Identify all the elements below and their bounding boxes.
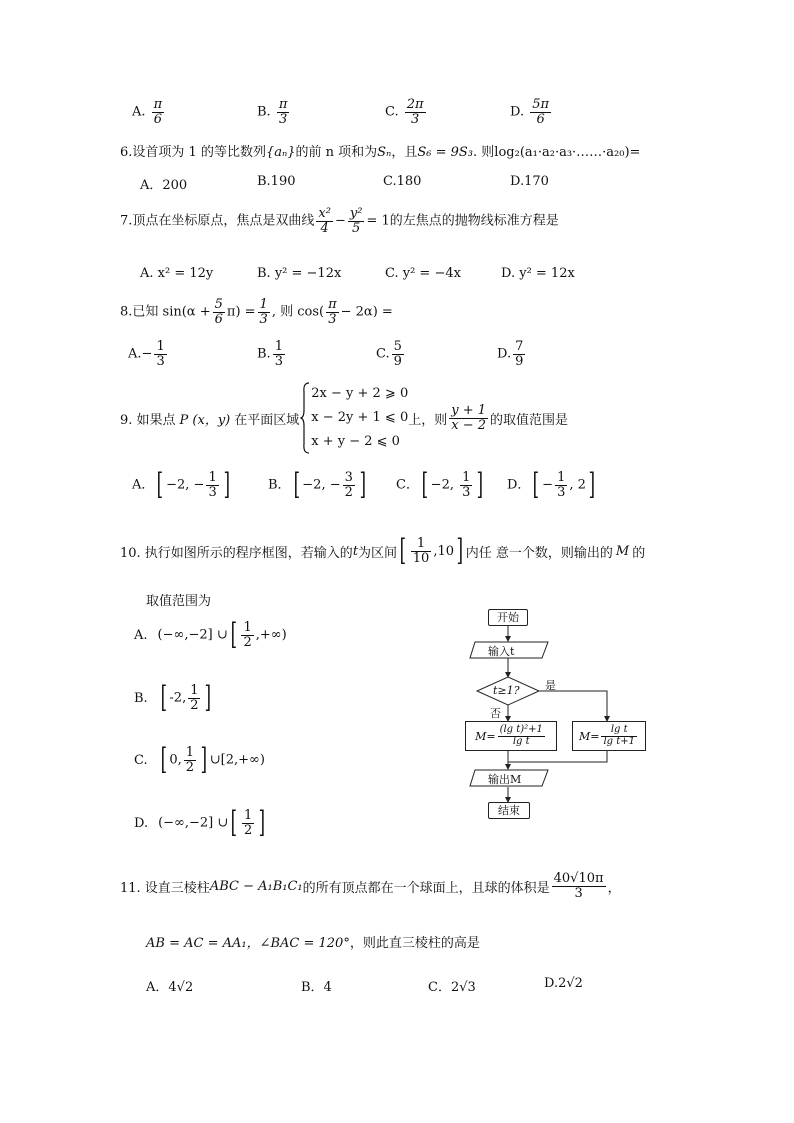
option-letter: C. [385, 104, 399, 120]
frac-num: 2π [406, 97, 424, 112]
q7-text: = 1的左焦点的抛物线标准方程是 [366, 213, 559, 229]
frac-den: 3 [328, 311, 337, 327]
frac-den: 3 [208, 484, 217, 500]
option-letter: B. [257, 346, 271, 362]
q6-sn: Sₙ [377, 145, 392, 160]
q8-option-a [128, 340, 169, 368]
option-letter: C. [134, 752, 148, 768]
option-text: (−∞,−2] ∪ [157, 627, 228, 643]
frac-num: 40√10π [553, 871, 604, 886]
q9-option-d: D．[ − $\frac{1}{3}$ , 2] [507, 467, 595, 502]
q11-text: ，则此直三棱柱的高是 [349, 936, 480, 951]
frac-num: 1 [462, 469, 471, 485]
q9-option-b: B．[ −2, − $\frac{3}{2}$ ] [268, 467, 366, 502]
q9-text: 9. 如果点 [120, 412, 176, 428]
option-text: 0, [169, 752, 182, 768]
q9-text: 的取值范围是 [490, 412, 569, 428]
q7-option-a: A. x² = 12y [140, 266, 214, 281]
option-tail: ∪[2,+∞) [209, 752, 265, 768]
flowchart-yes: 是 [545, 679, 556, 692]
q11-text: 11. 设直三棱柱 [120, 880, 210, 896]
frac-den: 2 [243, 634, 252, 650]
q8-text: 8.已知 sin(α + [120, 304, 211, 320]
q7-option-b: B. y² = −12x [257, 266, 342, 281]
frac-num: 1 [190, 682, 199, 698]
option-tail: ,+∞) [255, 627, 287, 643]
option-text: -2, [169, 690, 187, 706]
frac-den: 3 [259, 311, 268, 327]
q6-expr: log₂(a₁·a₂·a₃·……·a₂₀)= [494, 145, 641, 160]
frac-num: 3 [344, 469, 353, 485]
system-line: 2x − y + 2 ⩾ 0 [311, 386, 409, 401]
q7-option-d: D. y² = 12x [501, 266, 575, 281]
flowchart-output: 输出M [488, 773, 522, 786]
frac-num: 1 [185, 744, 195, 760]
q10-text: 为区间 [358, 545, 398, 561]
flowchart-start: 开始 [488, 609, 528, 626]
option-letter: B. [257, 104, 271, 120]
frac-num: 1 [208, 469, 217, 485]
q9-text: 上，则 [408, 412, 448, 428]
option-letter: D． [507, 477, 531, 493]
q8-text: − 2α) = [340, 304, 393, 320]
q9-option-c: C．[ −2, $\frac{1}{3}$ ] [396, 467, 484, 502]
option-letter: D. [497, 346, 512, 362]
q6-text: 设首项为 1 的等比数列 [132, 145, 266, 160]
frac-den: 10 [412, 550, 430, 566]
interval-right: ,10 [433, 543, 455, 559]
q8-text: , 则 cos( [271, 304, 325, 320]
frac-num: 1 [274, 339, 283, 354]
frac-num: 5 [214, 297, 223, 312]
flowchart-end: 结束 [488, 802, 530, 819]
q8-option-c [376, 340, 406, 368]
q11-option-a: A．4√2 [146, 980, 194, 995]
question-number: 7. [120, 213, 133, 229]
flowchart-decision: t≥1? [493, 684, 520, 697]
q7-option-c: C. y² = −4x [385, 266, 461, 281]
q11-prism: ABC − A₁B₁C₁ [209, 878, 303, 894]
option-letter: A. [128, 346, 142, 362]
frac-num: 7 [515, 339, 524, 354]
q11-text: ， [607, 880, 621, 896]
frac-den: 4 [320, 220, 329, 236]
q8-text: π) = [226, 304, 256, 320]
flowchart-input: 输入t [488, 645, 515, 658]
q10-text: 10. 执行如图所示的程序框图，若输入的 [120, 545, 353, 561]
option-sign: − [141, 346, 153, 362]
frac-den: lg t [512, 735, 530, 747]
q8-option-d [497, 340, 527, 368]
frac-num: π [278, 97, 288, 112]
option-letter: C. [376, 346, 390, 362]
system-line: x − 2y + 1 ⩽ 0 [311, 410, 409, 425]
q6-text: 的前 n 项和为 [295, 145, 378, 160]
interval-left: −2, − [166, 477, 205, 493]
q9-option-a: A．[ −2, − $\frac{1}{3}$ ] [132, 467, 230, 502]
frac-num: 1 [411, 537, 432, 552]
frac-num: lg t [601, 725, 637, 737]
q6-stem [120, 141, 640, 160]
option-letter: B. [134, 690, 148, 706]
q6-text: ，且 [391, 145, 418, 160]
frac-den: 2 [185, 759, 195, 775]
frac-num: π [328, 297, 337, 312]
frac-num: x² [318, 206, 331, 221]
q11-line2 [146, 932, 480, 951]
q5-option-a [132, 98, 166, 126]
frac-den: x − 2 [451, 417, 487, 433]
box-lhs: M= [475, 729, 496, 743]
q10-m: M [615, 543, 630, 559]
q11-option-c: C．2√3 [428, 980, 476, 995]
option-letter: D. [510, 104, 525, 120]
q6-cond: S₆ = 9S₃ [417, 145, 474, 160]
q5-option-b [257, 98, 291, 126]
frac-num: 1 [557, 469, 566, 485]
frac-den: 9 [393, 353, 402, 369]
system-line: x + y − 2 ⩽ 0 [311, 434, 400, 449]
q9-text: 在平面区域 [234, 412, 300, 428]
option-letter: A． [132, 477, 155, 493]
q10-option-d: D. (−∞,−2] ∪[ $\frac{1}{2}$ ] [134, 805, 266, 840]
frac-num: 1 [156, 339, 165, 354]
frac-den: 3 [462, 484, 471, 500]
q5-option-c [385, 98, 428, 126]
q11-option-b: B．4 [301, 980, 332, 995]
q10-text: 的 [632, 545, 646, 561]
frac-den: 3 [574, 885, 583, 901]
frac-num: 1 [244, 807, 253, 823]
q8-stem [120, 298, 393, 326]
frac-den: 2 [244, 822, 253, 838]
flowchart-left-box [465, 721, 557, 751]
flowchart-no: 否 [490, 707, 501, 720]
q10-stem: 10. 执行如图所示的程序框图，若输入的 t 为区间 [ $\frac{1}{10}$ ,10 ] 内任 意一个数，则输出的 M 的 [120, 533, 646, 568]
q10-option-b: B. [ -2, $\frac{1}{2}$ ] [134, 680, 212, 715]
q11-condition: AB = AC = AA₁，∠BAC = 120° [146, 936, 350, 951]
q6-option-d: D.170 [510, 174, 549, 189]
q10-line2: 取值范围为 [146, 594, 212, 609]
q6-text: . 则 [473, 145, 495, 160]
frac-den: 3 [557, 484, 566, 500]
frac-den: 2 [344, 484, 353, 500]
frac-den: lg t+1 [603, 735, 636, 747]
option-letter: C． [396, 477, 419, 493]
frac-num: y² [349, 206, 363, 221]
q8-option-b [257, 340, 287, 368]
q10-var: t [352, 543, 359, 559]
frac-den: 5 [352, 220, 361, 236]
frac-num: 1 [243, 619, 252, 635]
q10-text: 内任 意一个数，则输出的 [465, 545, 613, 561]
frac-den: 3 [156, 353, 165, 369]
q11-stem [120, 872, 621, 900]
frac-den: 2 [190, 697, 199, 713]
question-number: 6. [120, 145, 133, 160]
frac-den: 3 [278, 111, 288, 127]
frac-den: 6 [153, 111, 163, 127]
option-text: (−∞,−2] ∪ [158, 815, 229, 831]
frac-num: y + 1 [451, 402, 487, 418]
q11-option-d: D.2√2 [544, 976, 583, 991]
q7-stem: 7.顶点在坐标原点，焦点是双曲线 $\frac{\text{x²}}{4}$ − $\frac{\text{y²}}{5}$ = 1的左焦点的抛物线标准方程是 [120, 206, 559, 236]
option-letter: D. [134, 815, 149, 831]
frac-num: 1 [259, 297, 268, 312]
frac-num: 5π [532, 97, 550, 112]
q9-system [311, 382, 408, 454]
q5-option-d [510, 98, 553, 126]
q9-point: P (x，y) [179, 412, 231, 428]
q7-text: 顶点在坐标原点，焦点是双曲线 [132, 213, 315, 229]
frac-num: (lg t)²+1 [499, 724, 543, 735]
option-letter: B． [268, 477, 291, 493]
frac-den: 3 [411, 111, 420, 127]
flowchart [460, 605, 660, 820]
q9-stem [120, 382, 568, 454]
frac-num: 5 [393, 339, 402, 354]
interval-right: , 2 [569, 477, 586, 493]
option-letter: A. [134, 627, 148, 643]
box-lhs: M= [578, 729, 600, 743]
q10-option-a: A. (−∞,−2] ∪[ $\frac{1}{2}$ ,+∞) [134, 617, 287, 652]
interval-left: −2, − [302, 477, 341, 493]
frac-den: 6 [214, 311, 223, 327]
interval-left: − [542, 477, 554, 493]
q11-text: 的所有顶点都在一个球面上，且球的体积是 [302, 880, 550, 896]
q6-seq: {aₙ} [265, 145, 296, 160]
q6-option-b: B.190 [257, 174, 296, 189]
frac-den: 9 [515, 353, 524, 369]
q6-option-a: A．200 [140, 178, 188, 193]
brace-icon [300, 382, 310, 454]
q10-option-c: C. [ 0, $\frac{1}{2}$ ] ∪[2,+∞) [134, 742, 265, 777]
flowchart-right-box [572, 721, 646, 751]
q6-option-c: C.180 [383, 174, 422, 189]
option-letter: A. [132, 104, 146, 120]
interval-left: −2, [430, 477, 459, 493]
frac-den: 6 [536, 111, 545, 127]
frac-num: π [153, 97, 163, 112]
frac-den: 3 [274, 353, 283, 369]
